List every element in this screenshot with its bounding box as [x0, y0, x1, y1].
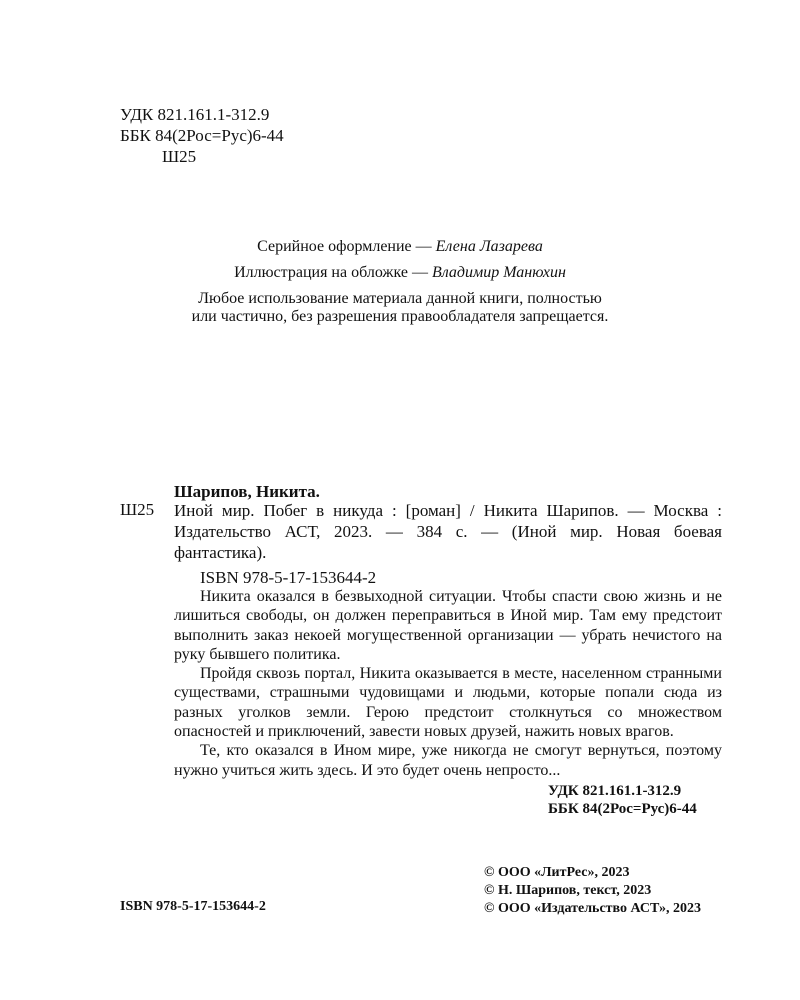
udk-code: УДК 821.161.1-312.9: [120, 105, 270, 124]
rights-notice-line-1: Любое использование материала данной книги, полностью: [198, 290, 602, 307]
isbn-main: ISBN 978-5-17-153644-2: [200, 568, 377, 587]
bibliographic-author-sign: Ш25: [120, 500, 155, 519]
bottom-classification-codes: [548, 782, 697, 818]
annotation: [174, 587, 722, 780]
copyright-block: [484, 864, 701, 918]
author-sign: Ш25: [162, 147, 197, 166]
rights-notice-line-2: или частично, без разрешения правообладателя запрещается.: [191, 308, 609, 325]
cover-illustration-name: Владимир Манюхин: [431, 264, 566, 281]
cover-illustration-credit: [0, 264, 800, 282]
copyright-line: © ООО «ЛитРес», 2023: [484, 865, 630, 880]
bibliographic-description: Иной мир. Побег в никуда : [роман] / Никита Шарипов. — Москва : Издательство АСТ, 2023. — 384 с. — (Иной мир. Новая боевая фантастика).: [174, 501, 722, 562]
annotation-paragraph-1: Никита оказался в безвыходной ситуации. Чтобы спасти свою жизнь и не лишиться свободы, он должен переправиться в Иной мир. Там ему предстоит выполнить заказ некоей могущественной организации — убрать нечистого на руку бывшего политика.: [174, 588, 722, 663]
bottom-udk-code: УДК 821.161.1-312.9: [548, 783, 682, 799]
series-design-credit: [0, 238, 800, 256]
isbn-bottom: ISBN 978-5-17-153644-2: [120, 899, 266, 914]
annotation-paragraph-3: Те, кто оказался в Ином мире, уже никогда не смогут вернуться, поэтому нужно учиться жить здесь. И это будет очень непросто...: [174, 742, 722, 779]
bottom-bbk-code: ББК 84(2Рос=Рус)6-44: [548, 801, 697, 817]
copyright-line: © Н. Шарипов, текст, 2023: [484, 883, 652, 898]
copyright-line: © ООО «Издательство АСТ», 2023: [484, 901, 702, 916]
top-classification-codes: [120, 104, 284, 167]
author-heading: Шарипов, Никита.: [174, 482, 320, 501]
series-design-label: Серийное оформление —: [257, 238, 436, 255]
series-design-name: Елена Лазарева: [435, 238, 543, 255]
bbk-code: ББК 84(2Рос=Рус)6-44: [120, 126, 284, 145]
annotation-paragraph-2: Пройдя сквозь портал, Никита оказывается в месте, населенном странными существами, страшными чудовищами и людьми, которые попали сюда из разных уголков земли. Герою предстоит столкнуться со множеством опасностей и приключений, завести новых друзей, нажить новых врагов.: [174, 665, 722, 741]
cover-illustration-label: Иллюстрация на обложке —: [234, 264, 432, 281]
